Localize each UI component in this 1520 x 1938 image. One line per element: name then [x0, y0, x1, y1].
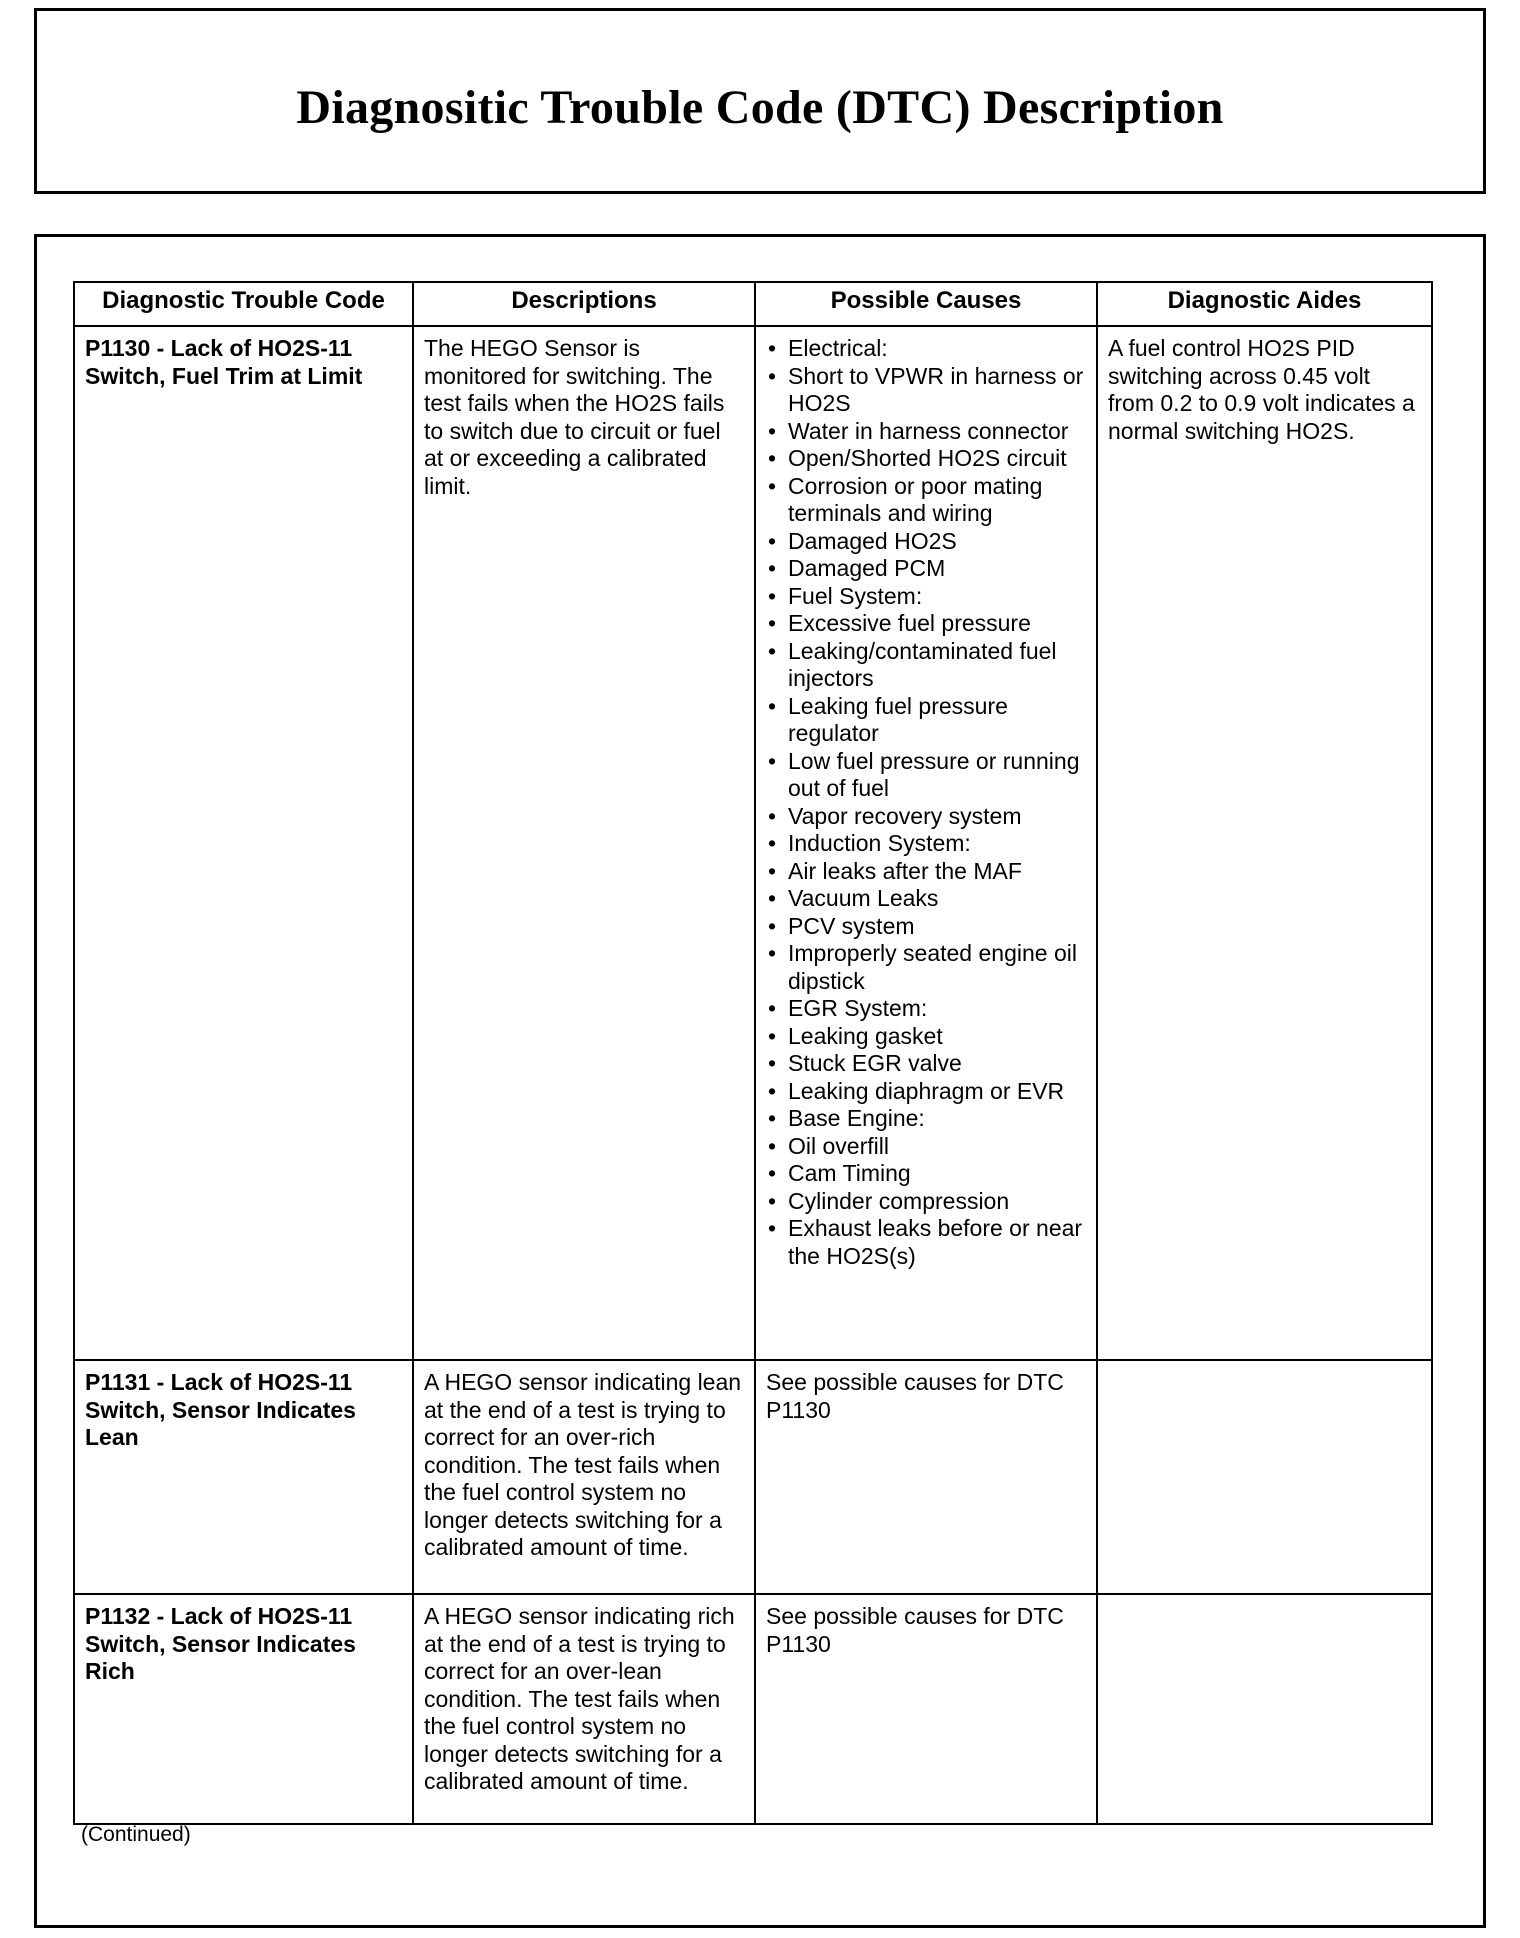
- list-item: • Leaking/contaminated fuel injectors: [766, 638, 1086, 693]
- list-item: • EGR System:: [766, 995, 1086, 1023]
- list-item: • Open/Shorted HO2S circuit: [766, 445, 1086, 473]
- dtc-code: P1131 - Lack of HO2S-11 Switch, Sensor Indicates Lean: [74, 1360, 413, 1594]
- possible-causes-cell: See possible causes for DTC P1130: [755, 1594, 1097, 1824]
- possible-causes-cell: [755, 326, 1097, 1360]
- table-header-row: [74, 282, 1432, 326]
- list-item: • PCV system: [766, 913, 1086, 941]
- list-item: • Leaking fuel pressure regulator: [766, 693, 1086, 748]
- header-descriptions: Descriptions: [413, 282, 755, 326]
- list-item: • Base Engine:: [766, 1105, 1086, 1133]
- list-item: • Short to VPWR in harness or HO2S: [766, 363, 1086, 418]
- list-item: • Improperly seated engine oil dipstick: [766, 940, 1086, 995]
- diagnostic-aides: A fuel control HO2S PID switching across 0.45 volt from 0.2 to 0.9 volt indicates a normal switching HO2S.: [1097, 326, 1432, 1360]
- list-item: • Induction System:: [766, 830, 1086, 858]
- list-item: • Damaged PCM: [766, 555, 1086, 583]
- table-row: [74, 326, 1432, 1360]
- list-item: • Leaking gasket: [766, 1023, 1086, 1051]
- list-item: • Corrosion or poor mating terminals and wiring: [766, 473, 1086, 528]
- dtc-description: The HEGO Sensor is monitored for switching. The test fails when the HO2S fails to switch due to circuit or fuel at or exceeding a calibrated limit.: [413, 326, 755, 1360]
- dtc-description: A HEGO sensor indicating rich at the end of a test is trying to correct for an over-lean condition. The test fails when the fuel control system no longer detects switching for a calibrated amount of time.: [413, 1594, 755, 1824]
- list-item: • Cylinder compression: [766, 1188, 1086, 1216]
- list-item: • Exhaust leaks before or near the HO2S(s): [766, 1215, 1086, 1270]
- list-item: • Air leaks after the MAF: [766, 858, 1086, 886]
- list-item: • Oil overfill: [766, 1133, 1086, 1161]
- continued-note: (Continued): [81, 1823, 191, 1846]
- dtc-code: P1132 - Lack of HO2S-11 Switch, Sensor Indicates Rich: [74, 1594, 413, 1824]
- list-item: • Vacuum Leaks: [766, 885, 1086, 913]
- header-diagnostic-aides: Diagnostic Aides: [1097, 282, 1432, 326]
- table-row: [74, 1360, 1432, 1594]
- list-item: • Low fuel pressure or running out of fuel: [766, 748, 1086, 803]
- possible-causes-cell: See possible causes for DTC P1130: [755, 1360, 1097, 1594]
- dtc-code: P1130 - Lack of HO2S-11 Switch, Fuel Trim at Limit: [74, 326, 413, 1360]
- dtc-table: [73, 281, 1433, 1825]
- list-item: • Cam Timing: [766, 1160, 1086, 1188]
- list-item: • Damaged HO2S: [766, 528, 1086, 556]
- header-dtc: Diagnostic Trouble Code: [74, 282, 413, 326]
- list-item: • Water in harness connector: [766, 418, 1086, 446]
- causes-list: [766, 335, 1086, 1270]
- content-box: [34, 234, 1486, 1928]
- list-item: • Leaking diaphragm or EVR: [766, 1078, 1086, 1106]
- list-item: • Fuel System:: [766, 583, 1086, 611]
- header-possible-causes: Possible Causes: [755, 282, 1097, 326]
- list-item: • Vapor recovery system: [766, 803, 1086, 831]
- list-item: • Electrical:: [766, 335, 1086, 363]
- diagnostic-aides: [1097, 1594, 1432, 1824]
- page-title: Diagnositic Trouble Code (DTC) Description: [296, 80, 1224, 134]
- diagnostic-aides: [1097, 1360, 1432, 1594]
- table-row: [74, 1594, 1432, 1824]
- dtc-description: A HEGO sensor indicating lean at the end of a test is trying to correct for an over-rich condition. The test fails when the fuel control system no longer detects switching for a calibrated amount of time.: [413, 1360, 755, 1594]
- list-item: • Excessive fuel pressure: [766, 610, 1086, 638]
- list-item: • Stuck EGR valve: [766, 1050, 1086, 1078]
- title-box: [34, 8, 1486, 194]
